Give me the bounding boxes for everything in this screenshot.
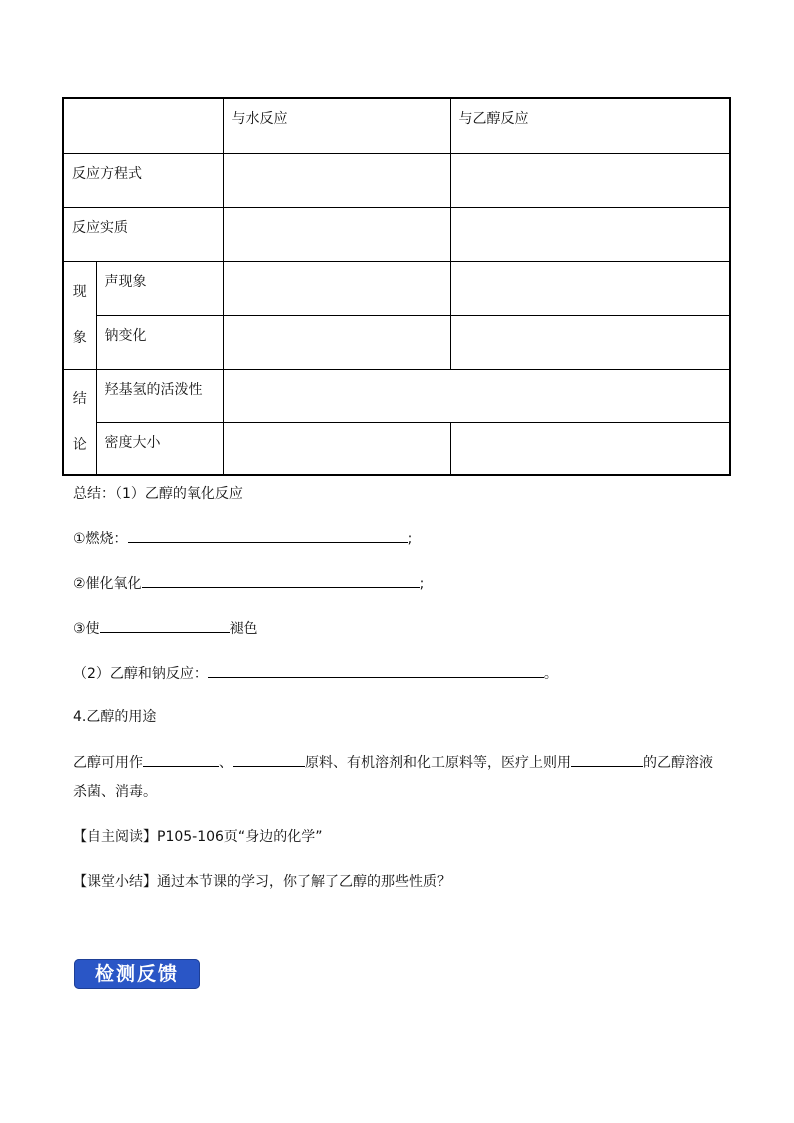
row-label-density: 密度大小 [96,422,223,475]
uses-paragraph-cont: 杀菌、消毒。 [73,784,157,800]
summary-decolor: ③使 褪色 [73,621,258,637]
blank-line[interactable] [571,753,643,767]
blank-line[interactable] [128,529,408,543]
class-summary: 【课堂小结】通过本节课的学习，你了解了乙醇的那些性质？ [73,874,451,890]
header-water: 与水反应 [223,98,450,153]
self-reading: 【自主阅读】P105-106页“身边的化学” [73,829,323,845]
blank-line[interactable] [100,619,230,633]
summary-catalytic: ②催化氧化 ; [73,576,425,592]
row-label-sodium: 钠变化 [96,315,223,369]
table-row [63,422,730,475]
answer-cell[interactable] [223,207,450,261]
row-label-equation: 反应方程式 [63,153,223,207]
row-label-essence: 反应实质 [63,207,223,261]
answer-cell[interactable] [450,422,730,475]
answer-cell[interactable] [450,315,730,369]
group-label-phenomenon: 现 象 [63,261,96,369]
answer-cell[interactable] [223,315,450,369]
table-row [63,261,730,315]
summary-sodium: （2）乙醇和钠反应： 。 [73,666,558,682]
answer-cell[interactable] [450,261,730,315]
answer-cell[interactable] [223,153,450,207]
answer-cell[interactable] [223,422,450,475]
blank-line[interactable] [143,753,219,767]
section-badge: 检测反馈 [74,959,200,989]
row-label-hydroxyl: 羟基氢的活泼性 [96,369,223,422]
table-row [63,98,730,153]
summary-title: 总结：（1）乙醇的氧化反应 [73,486,243,502]
uses-heading: 4.乙醇的用途 [73,709,157,725]
blank-line[interactable] [142,574,420,588]
table-row [63,369,730,422]
uses-paragraph: 乙醇可用作 、 原料、有机溶剂和化工原料等，医疗上则用 的乙醇溶液 [73,755,713,771]
answer-cell[interactable] [223,261,450,315]
blank-line[interactable] [233,753,305,767]
row-label-sound: 声现象 [96,261,223,315]
table-row [63,153,730,207]
header-ethanol: 与乙醇反应 [450,98,730,153]
table-row [63,207,730,261]
table-row [63,315,730,369]
table-corner-cell [63,98,223,153]
blank-line[interactable] [208,664,544,678]
answer-cell[interactable] [223,369,730,422]
group-label-conclusion: 结 论 [63,369,96,475]
comparison-table [62,97,731,476]
answer-cell[interactable] [450,153,730,207]
summary-burning: ①燃烧： ; [73,531,413,547]
answer-cell[interactable] [450,207,730,261]
